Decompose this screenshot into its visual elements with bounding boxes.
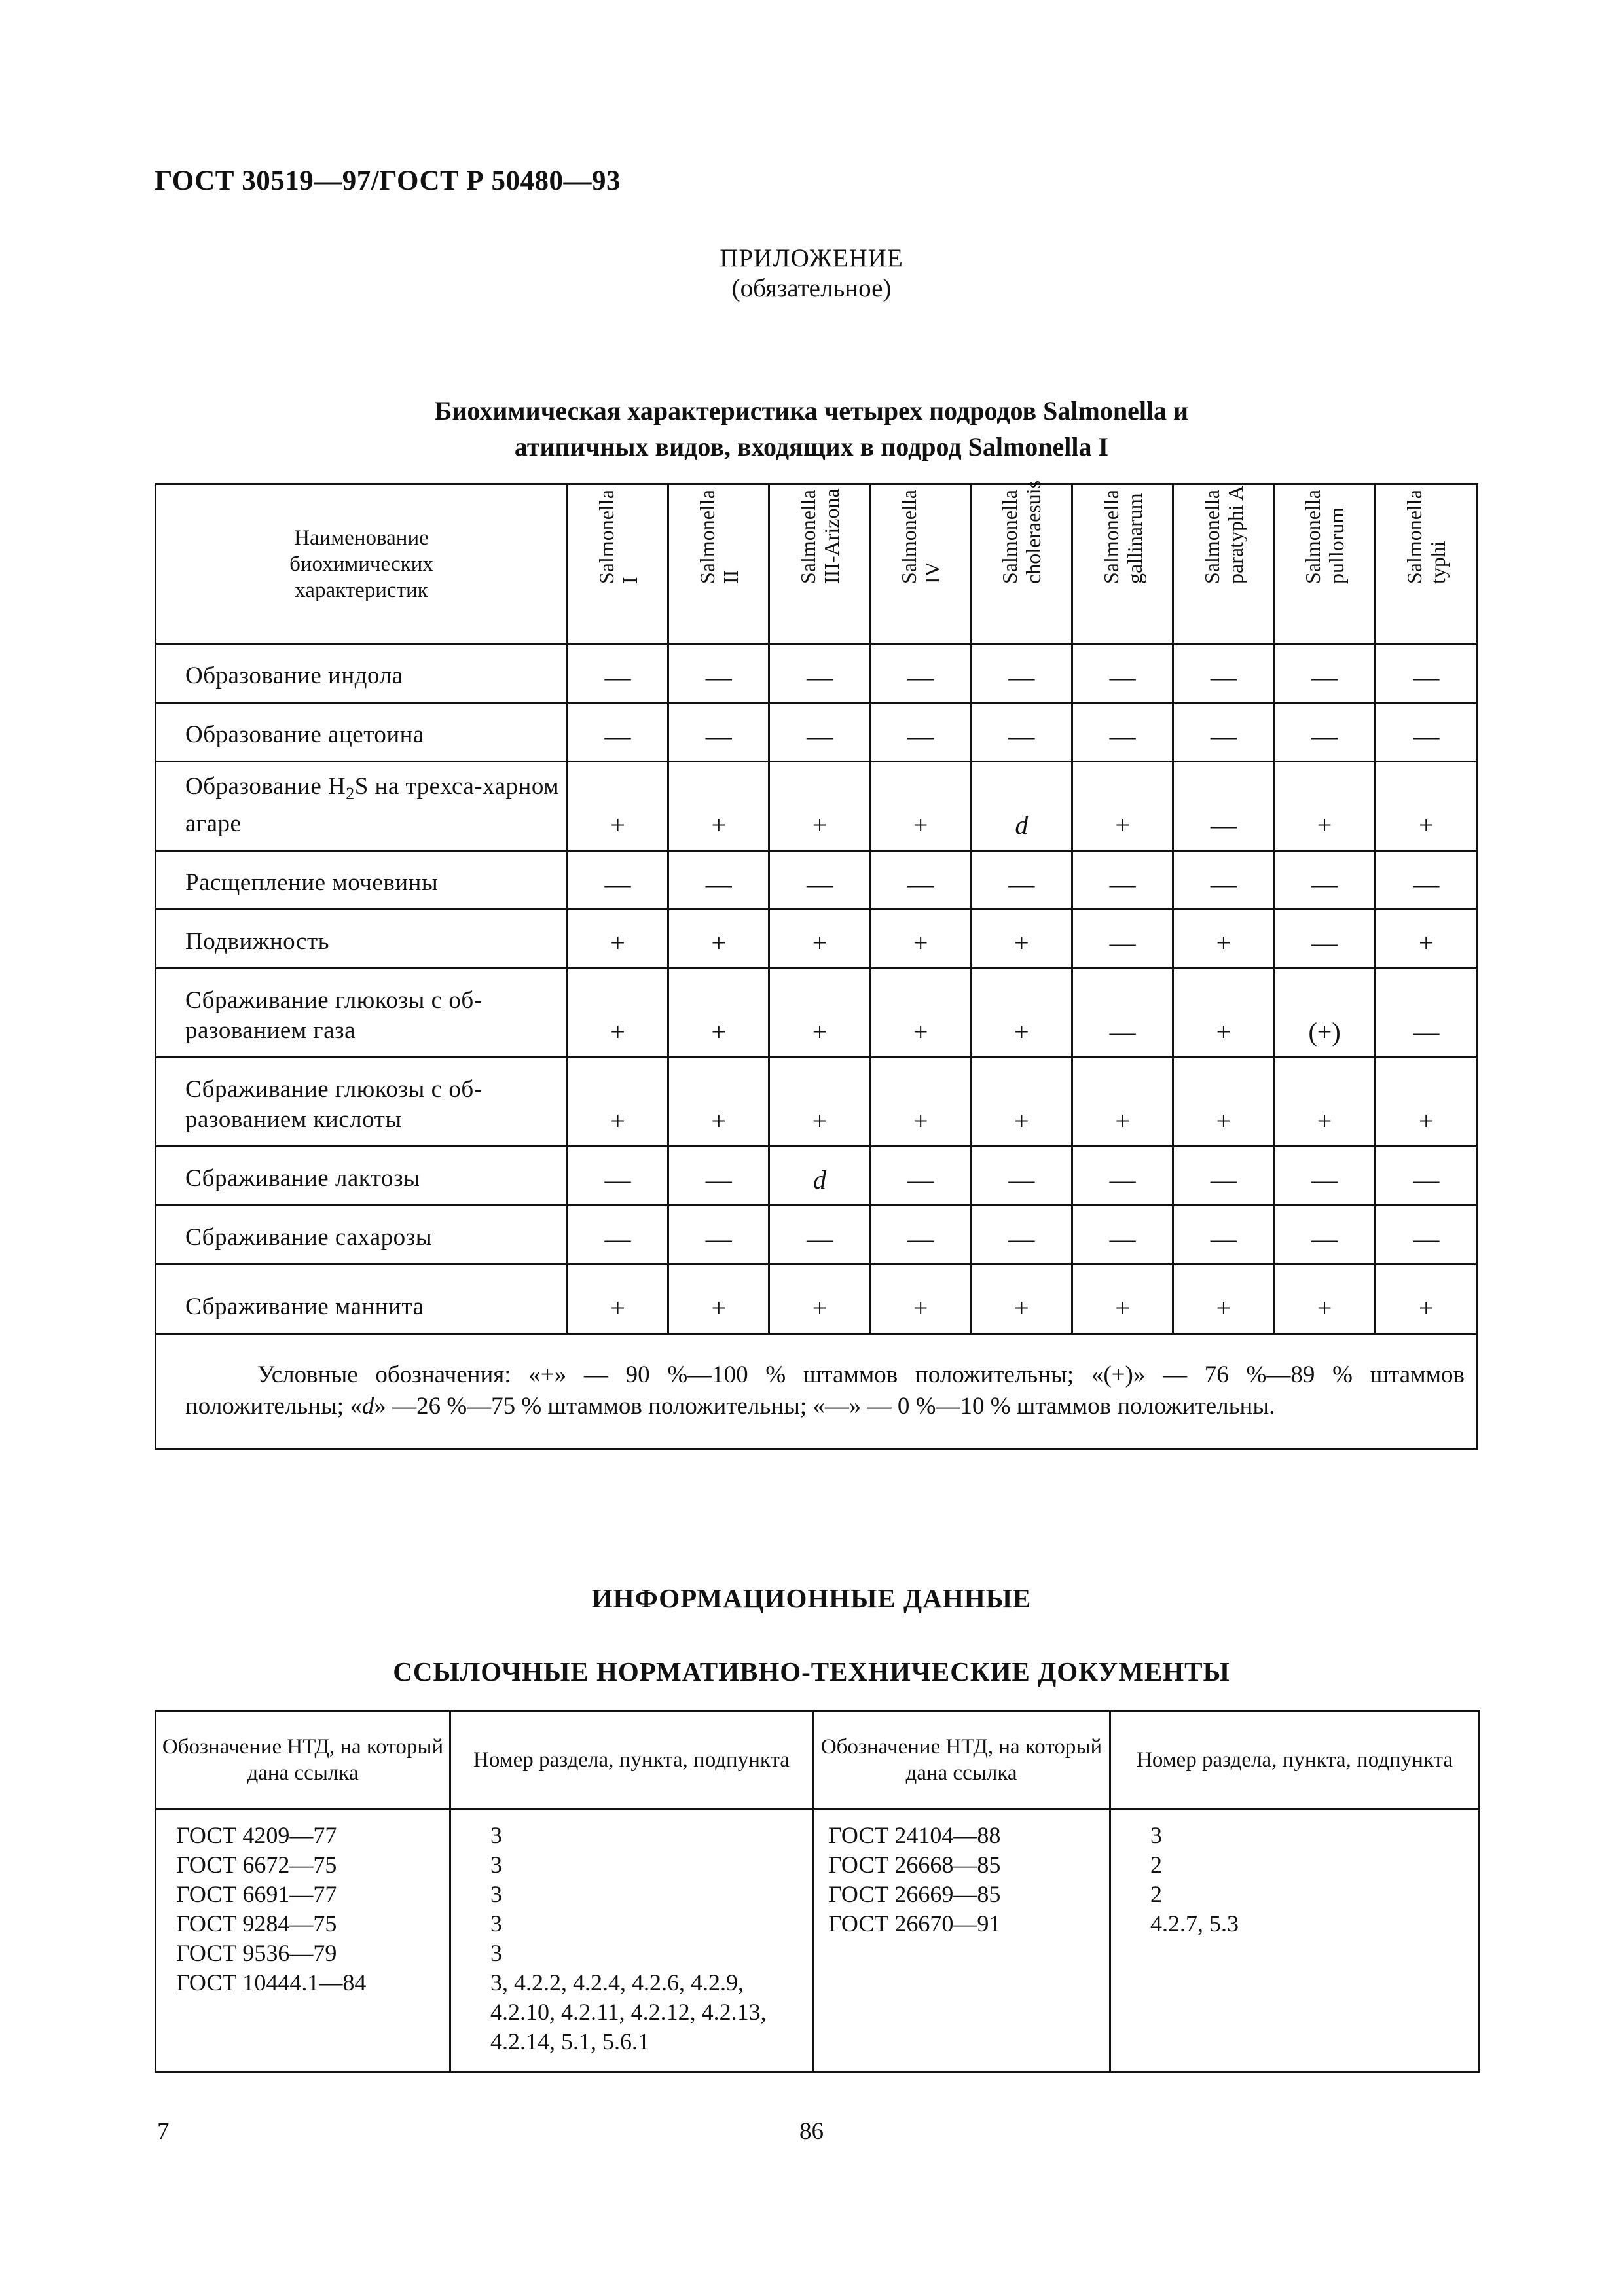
value-cell: —	[1072, 969, 1173, 1058]
row-name: Расщепление мочевины	[156, 851, 568, 910]
section-item: 2	[1150, 1881, 1162, 1907]
table-row	[156, 1206, 1478, 1265]
references-body-row	[156, 1810, 1480, 2072]
column-label-line: Salmonella	[897, 490, 921, 584]
table-row	[156, 851, 1478, 910]
value-cell: —	[870, 1206, 971, 1265]
references-table	[155, 1710, 1480, 2073]
column-label-line: choleraesuis	[1021, 480, 1046, 584]
value-cell: —	[1375, 644, 1477, 703]
section-item: 4.2.10, 4.2.11, 4.2.12, 4.2.13,	[490, 1999, 767, 2025]
value-cell: —	[1173, 1147, 1274, 1206]
header-ntd-left: Обозначение НТД, на который дана ссылка	[156, 1711, 450, 1810]
row-name: Сбраживание глюкозы с об-разованием кислоты	[156, 1058, 568, 1147]
value-cell: —	[769, 644, 870, 703]
table-row	[156, 1147, 1478, 1206]
value-cell: d	[971, 762, 1072, 851]
section-item: 3	[490, 1881, 502, 1907]
right-sections-cell	[1110, 1810, 1480, 2072]
column-label-line: IV	[921, 562, 945, 584]
section-item: 4.2.14, 5.1, 5.6.1	[490, 2028, 649, 2054]
value-cell: —	[1072, 703, 1173, 762]
value-cell: +	[1072, 1058, 1173, 1147]
column-label-line: Salmonella	[1199, 490, 1224, 584]
table-row	[156, 1265, 1478, 1334]
value-cell: —	[769, 851, 870, 910]
value-cell: —	[870, 703, 971, 762]
value-cell: +	[1173, 1058, 1274, 1147]
row-name: Образование ацетоина	[156, 703, 568, 762]
value-cell: —	[668, 703, 769, 762]
value-cell: +	[1375, 1058, 1477, 1147]
value-cell: —	[1274, 910, 1375, 969]
value-cell: —	[1274, 1147, 1375, 1206]
references-header-row	[156, 1711, 1480, 1810]
value-cell: +	[1375, 910, 1477, 969]
value-cell: —	[769, 1206, 870, 1265]
value-cell: —	[1072, 1147, 1173, 1206]
value-cell: +	[870, 969, 971, 1058]
section-item: 3	[490, 1910, 502, 1937]
value-cell: (+)	[1274, 969, 1375, 1058]
column-label-line: Salmonella	[1301, 490, 1325, 584]
value-cell: +	[567, 1265, 668, 1334]
ntd-item: ГОСТ 9284—75	[176, 1910, 337, 1937]
value-cell: —	[1072, 1206, 1173, 1265]
table-row	[156, 1058, 1478, 1147]
section-item: 3	[1150, 1822, 1162, 1848]
value-cell: —	[870, 1147, 971, 1206]
value-cell: —	[668, 851, 769, 910]
ntd-item: ГОСТ 4209—77	[176, 1822, 337, 1848]
value-cell: —	[1274, 1206, 1375, 1265]
column-label-line: Salmonella	[594, 490, 618, 584]
column-label	[1099, 490, 1146, 584]
value-cell: +	[668, 762, 769, 851]
ntd-item: ГОСТ 26668—85	[828, 1852, 1001, 1878]
column-label-line: typhi	[1426, 541, 1450, 584]
column-label-line: Salmonella	[1402, 490, 1427, 584]
page-number: 86	[799, 2118, 824, 2145]
header-column-0	[567, 484, 668, 644]
value-cell: —	[1375, 1147, 1477, 1206]
value-cell: —	[1072, 851, 1173, 910]
section-item: 3	[490, 1822, 502, 1848]
value-cell: —	[668, 644, 769, 703]
info-title: ИНФОРМАЦИОННЫЕ ДАННЫЕ	[591, 1583, 1032, 1613]
value-cell: +	[971, 1058, 1072, 1147]
value-cell: +	[971, 1265, 1072, 1334]
row-name: Подвижность	[156, 910, 568, 969]
value-cell: +	[567, 969, 668, 1058]
value-cell: —	[567, 1206, 668, 1265]
value-cell: —	[1173, 762, 1274, 851]
value-cell: +	[668, 910, 769, 969]
value-cell: —	[567, 851, 668, 910]
value-cell: +	[567, 910, 668, 969]
value-cell: +	[971, 969, 1072, 1058]
value-cell: —	[1375, 969, 1477, 1058]
value-cell: +	[870, 910, 971, 969]
value-cell: —	[1274, 703, 1375, 762]
header-column-5	[1072, 484, 1173, 644]
value-cell: +	[1274, 1265, 1375, 1334]
table-title-line-1: Биохимическая характеристика четырех подродов Salmonella и	[434, 396, 1189, 425]
column-label-line: II	[718, 569, 742, 584]
value-cell: —	[1274, 851, 1375, 910]
row-name-part: Образование H	[185, 773, 346, 800]
row-name: Сбраживание лактозы	[156, 1147, 568, 1206]
column-label-line: Salmonella	[1099, 490, 1123, 584]
row-name: Сбраживание сахарозы	[156, 1206, 568, 1265]
table-row	[156, 644, 1478, 703]
value-cell: —	[870, 644, 971, 703]
value-cell: +	[971, 910, 1072, 969]
value-cell: —	[567, 703, 668, 762]
value-cell: +	[769, 1265, 870, 1334]
value-cell: +	[1173, 969, 1274, 1058]
section-item: 4.2.7, 5.3	[1150, 1910, 1239, 1937]
column-label-line: Salmonella	[795, 490, 820, 584]
value-cell: —	[567, 1147, 668, 1206]
value-cell: —	[870, 851, 971, 910]
ntd-item: ГОСТ 6672—75	[176, 1852, 337, 1878]
value-cell: +	[567, 1058, 668, 1147]
right-docs-cell	[813, 1810, 1110, 2072]
appendix-subtitle: (обязательное)	[731, 274, 892, 302]
header-column-3	[870, 484, 971, 644]
column-label	[1402, 490, 1450, 584]
value-cell: —	[1173, 703, 1274, 762]
table-title-line-2: атипичных видов, входящих в подрод Salmonella I	[514, 432, 1109, 461]
value-cell: +	[769, 1058, 870, 1147]
value-cell: +	[567, 762, 668, 851]
value-cell: +	[1375, 762, 1477, 851]
value-cell: +	[668, 1058, 769, 1147]
section-item: 3, 4.2.2, 4.2.4, 4.2.6, 4.2.9,	[490, 1969, 744, 1996]
row-name: Сбраживание маннита	[156, 1265, 568, 1334]
value-cell: —	[1375, 1206, 1477, 1265]
value-cell: —	[1375, 851, 1477, 910]
table-title	[0, 393, 1623, 465]
ntd-item: ГОСТ 9536—79	[176, 1940, 337, 1966]
header-column-8	[1375, 484, 1477, 644]
header-column-1	[668, 484, 769, 644]
value-cell: +	[870, 762, 971, 851]
value-cell: +	[1173, 910, 1274, 969]
row-name: Сбраживание глюкозы с об-разованием газа	[156, 969, 568, 1058]
header-section-left: Номер раздела, пункта, подпункта	[450, 1711, 813, 1810]
value-cell: —	[971, 1147, 1072, 1206]
value-cell: —	[1173, 851, 1274, 910]
section-item: 3	[490, 1852, 502, 1878]
appendix-heading	[0, 243, 1623, 304]
column-label-line: gallinarum	[1122, 493, 1146, 584]
biochemical-table	[155, 480, 1478, 1450]
value-cell: —	[1072, 910, 1173, 969]
header-ntd-right: Обозначение НТД, на который дана ссылка	[813, 1711, 1110, 1810]
ntd-item: ГОСТ 26670—91	[828, 1910, 1001, 1937]
column-label	[897, 490, 944, 584]
value-cell: +	[769, 969, 870, 1058]
value-cell: —	[971, 851, 1072, 910]
value-cell: +	[1072, 1265, 1173, 1334]
column-label-line: paratyphi A	[1223, 485, 1247, 584]
header-column-2	[769, 484, 870, 644]
row-name-subscript: 2	[346, 784, 355, 803]
column-label-line: I	[617, 577, 642, 584]
legend-text: Условные обозначения: «+» — 90 %—100 % штаммов положительны; «(+)» — 76 %—89 % штаммов положительны; «d» —26 %—75 % штаммов положительны; «—» — 0 %—10 % штаммов положительны.	[185, 1361, 1465, 1420]
value-cell: —	[1072, 644, 1173, 703]
value-cell: —	[769, 703, 870, 762]
column-label	[796, 488, 843, 584]
legend-row	[156, 1334, 1478, 1450]
value-cell: —	[971, 644, 1072, 703]
header-section-right: Номер раздела, пункта, подпункта	[1110, 1711, 1480, 1810]
header-column-6	[1173, 484, 1274, 644]
section-item: 2	[1150, 1852, 1162, 1878]
value-cell: +	[1274, 762, 1375, 851]
value-cell: d	[769, 1147, 870, 1206]
value-cell: +	[1072, 762, 1173, 851]
header-column-7	[1274, 484, 1375, 644]
ntd-item: ГОСТ 6691—77	[176, 1881, 337, 1907]
table-row	[156, 762, 1478, 851]
value-cell: —	[1375, 703, 1477, 762]
value-cell: +	[870, 1265, 971, 1334]
table-header-row	[156, 484, 1478, 644]
value-cell: —	[1274, 644, 1375, 703]
row-name	[156, 762, 568, 851]
value-cell: +	[870, 1058, 971, 1147]
references-title: ССЫЛОЧНЫЕ НОРМАТИВНО-ТЕХНИЧЕСКИЕ ДОКУМЕНТЫ	[393, 1657, 1230, 1687]
value-cell: +	[769, 762, 870, 851]
value-cell: —	[971, 703, 1072, 762]
value-cell: +	[668, 1265, 769, 1334]
column-label-line: Salmonella	[998, 490, 1022, 584]
value-cell: +	[1375, 1265, 1477, 1334]
ntd-item: ГОСТ 10444.1—84	[176, 1969, 367, 1996]
value-cell: —	[1173, 644, 1274, 703]
left-sections-cell	[450, 1810, 813, 2072]
value-cell: —	[971, 1206, 1072, 1265]
row-name: Образование индола	[156, 644, 568, 703]
header-column-4	[971, 480, 1072, 644]
ntd-item: ГОСТ 24104—88	[828, 1822, 1001, 1848]
ntd-item: ГОСТ 26669—85	[828, 1881, 1001, 1907]
column-label-line: pullorum	[1324, 507, 1349, 584]
value-cell: —	[668, 1147, 769, 1206]
column-label	[1301, 490, 1348, 584]
value-cell: +	[769, 910, 870, 969]
legend-cell	[156, 1334, 1478, 1450]
column-label	[695, 490, 742, 584]
column-label-line: III-Arizona	[819, 488, 843, 584]
value-cell: +	[1173, 1265, 1274, 1334]
column-label	[594, 490, 642, 584]
column-label	[1200, 486, 1247, 584]
row-name-part: S на трехса-харном агаре	[185, 773, 560, 837]
footer-left-number: 7	[157, 2118, 170, 2145]
section-item: 3	[490, 1940, 502, 1966]
document-code: ГОСТ 30519—97/ГОСТ Р 50480—93	[155, 166, 621, 196]
table-row	[156, 910, 1478, 969]
value-cell: —	[668, 1206, 769, 1265]
column-label	[998, 480, 1045, 584]
value-cell: —	[1173, 1206, 1274, 1265]
header-characteristic-name: Наименование биохимических характеристик	[156, 484, 568, 644]
table-row	[156, 703, 1478, 762]
table-row	[156, 969, 1478, 1058]
value-cell: +	[1274, 1058, 1375, 1147]
left-docs-cell	[156, 1810, 450, 2072]
value-cell: +	[668, 969, 769, 1058]
appendix-title: ПРИЛОЖЕНИЕ	[720, 244, 903, 272]
column-label-line: Salmonella	[695, 490, 719, 584]
value-cell: —	[567, 644, 668, 703]
